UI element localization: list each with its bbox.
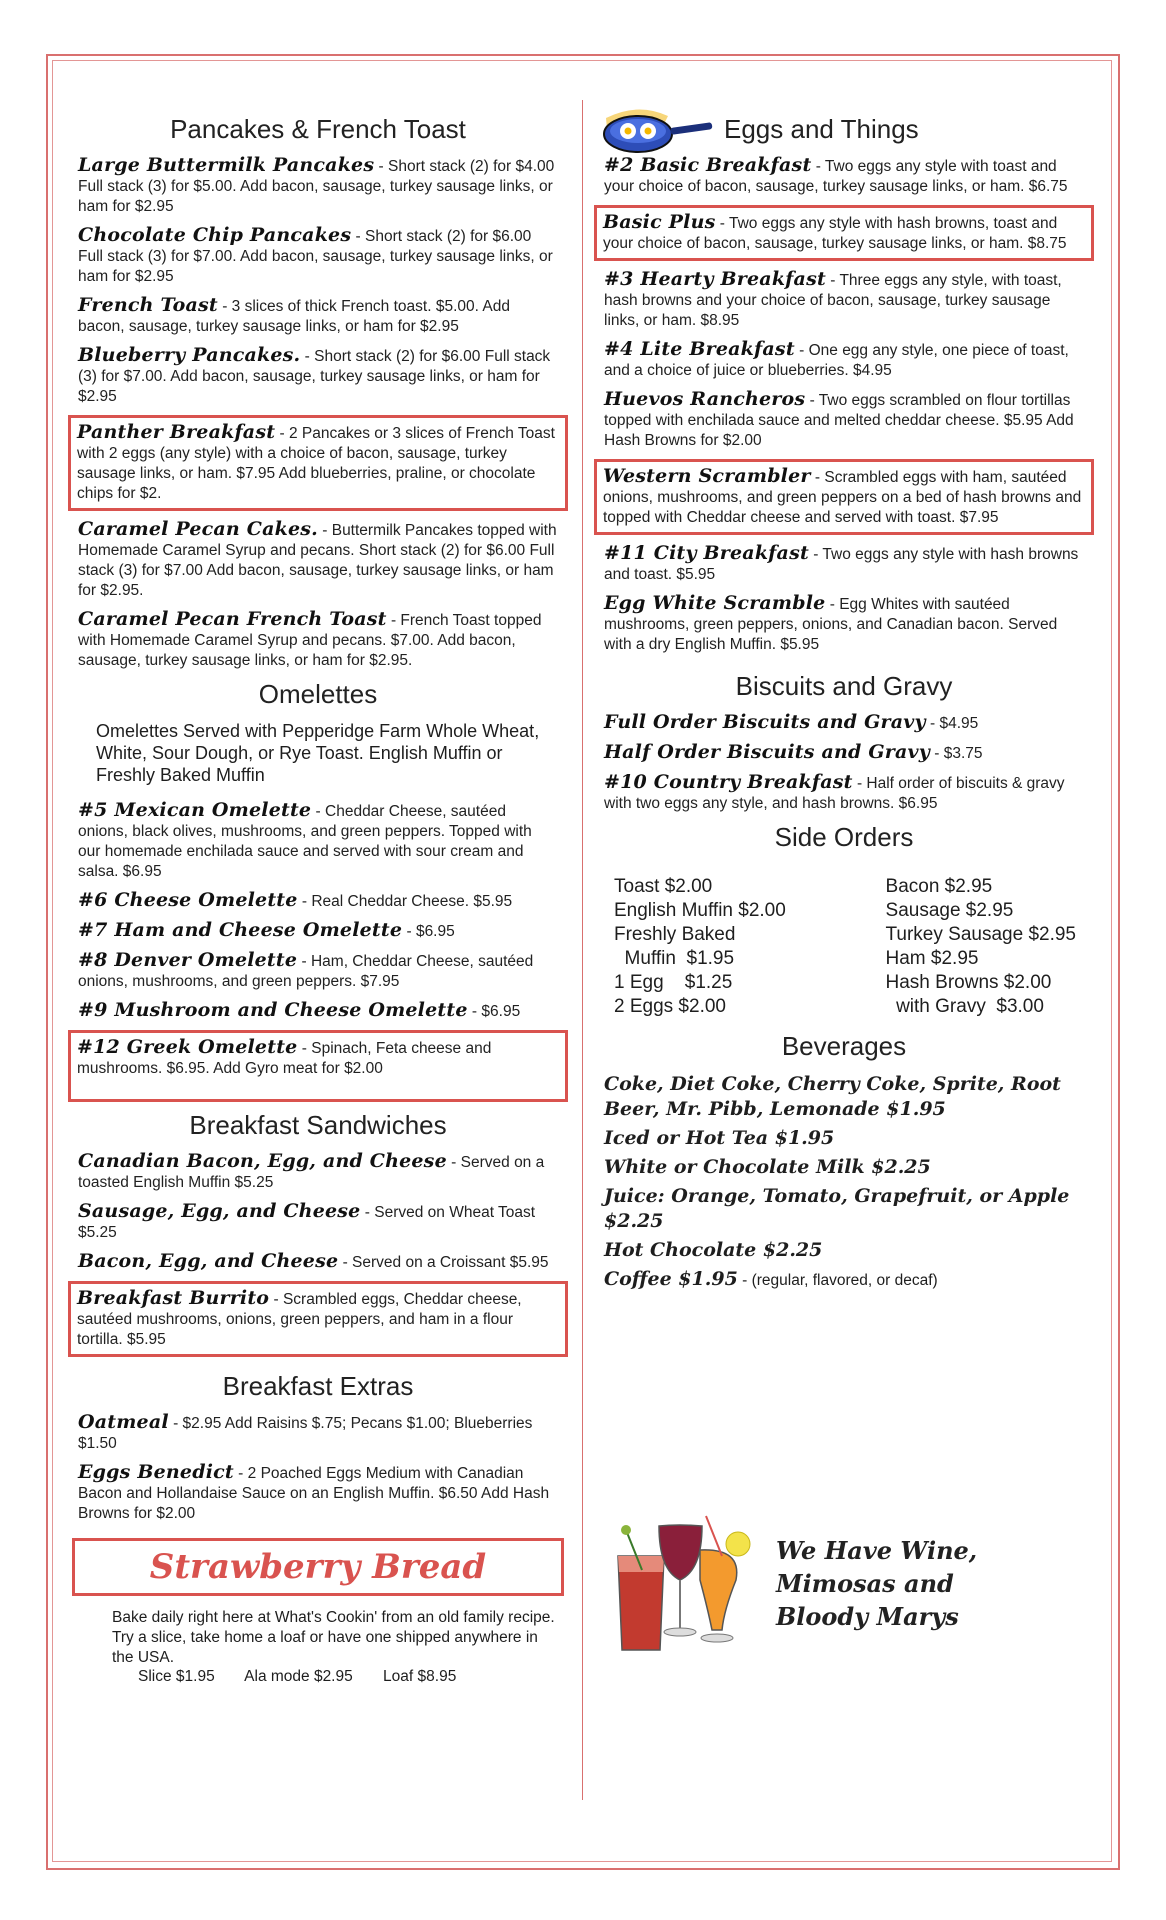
item-name: Huevos Rancheros [604,388,806,410]
menu-item [78,295,558,337]
menu-item [604,389,1084,451]
item-name: #6 Cheese Omelette [78,889,298,911]
item-name: #5 Mexican Omelette [78,799,312,821]
menu-item [604,772,1084,814]
menu-item [78,519,558,601]
wine-line: We Have Wine, [776,1536,978,1565]
omelettes-heading: Omelettes [258,679,378,709]
beverages-heading: Beverages [781,1031,907,1061]
side-item: Hash Browns $2.00 [885,972,1052,993]
item-desc: - $6.95 [467,1003,521,1020]
extras-heading: Breakfast Extras [222,1371,414,1401]
item-desc: - One egg any style, one piece of toast, and a choice of juice or blueberries. $4.95 [604,342,1069,379]
right-column [603,110,1084,1631]
item-name: Oatmeal [78,1411,169,1433]
eggs-heading: Eggs and Things [724,114,919,144]
menu-item [604,339,1084,381]
side-item: 1 Egg $1.25 [614,972,733,993]
price-loaf: Loaf $8.95 [383,1668,457,1685]
menu-item [78,225,558,287]
item-desc: - $2.95 Add Raisins $.75; Pecans $1.00; Blueberries $1.50 [78,1415,533,1452]
item-name: Panther Breakfast [77,421,276,443]
price-slice: Slice $1.95 [138,1668,215,1685]
item-desc: - Three eggs any style, with toast, hash browns and your choice of bacon, sausage, turkey sausage links, or ham. $8.95 [604,272,1062,329]
item-name: Eggs Benedict [78,1461,234,1483]
item-desc: - Real Cheddar Cheese. $5.95 [297,893,513,910]
item-desc: - Spinach, Feta cheese and mushrooms. $6.95. Add Gyro meat for $2.00 [77,1040,492,1077]
side-item: Bacon $2.95 [885,876,993,897]
side-item: Freshly Baked [614,924,736,945]
menu-item [78,1201,558,1243]
menu-item [78,890,558,912]
item-name: #9 Mushroom and Cheese Omelette [78,999,468,1021]
wine-line: Mimosas and [776,1569,954,1598]
coffee-label: Coffee $1.95 [604,1268,738,1290]
item-desc: - Two eggs scrambled on flour tortillas topped with enchilada sauce and melted cheddar cheese. $5.95 Add Hash Browns for $2.00 [604,392,1074,449]
coffee-note: - (regular, flavored, or decaf) [737,1272,938,1289]
biscuits-heading: Biscuits and Gravy [735,671,953,701]
side-item: with Gravy $3.00 [885,996,1044,1017]
item-name: #7 Ham and Cheese Omelette [78,919,403,941]
menu-item-highlighted [68,1281,568,1357]
item-desc: - Scrambled eggs, Cheddar cheese, sautéed mushrooms, onions, green peppers, and ham in a flour tortilla. $5.95 [77,1291,522,1348]
menu-item [78,920,558,942]
beverage-item: Coke, Diet Coke, Cherry Coke, Sprite, Root Beer, Mr. Pibb, Lemonade $1.95 [604,1073,1061,1120]
menu-item-highlighted [68,1030,568,1102]
item-name: Egg White Scramble [604,592,826,614]
menu-item [78,1000,558,1022]
menu-item-highlighted [594,459,1094,535]
menu-item [78,950,558,992]
item-desc: - Two eggs any style with toast and your choice of bacon, sausage, turkey sausage links, or ham. $6.75 [604,158,1068,195]
item-desc: - Short stack (2) for $6.00 Full stack (3) for $7.00. Add bacon, sausage, turkey sausage links, or ham for $2.95 [78,228,553,285]
price-ala-mode: Ala mode $2.95 [244,1668,353,1685]
item-name: Bacon, Egg, and Cheese [78,1250,339,1272]
item-desc: - Cheddar Cheese, sautéed onions, black olives, mushrooms, and green peppers. Topped with our homemade enchilada sauce and served with sour cream and salsa. $6.95 [78,803,532,880]
omelettes-note: Omelettes Served with Pepperidge Farm Whole Wheat, White, Sour Dough, or Rye Toast. English Muffin or Freshly Baked Muffin [96,721,540,785]
item-name: Sausage, Egg, and Cheese [78,1200,361,1222]
item-desc: - Egg Whites with sautéed mushrooms, green peppers, onions, and Canadian bacon. Served with a dry English Muffin. $5.95 [604,596,1058,653]
wine-promo [604,1510,1084,1650]
item-name: Western Scrambler [603,465,811,487]
menu-item [604,269,1084,331]
column-divider [582,100,583,1800]
item-name: Caramel Pecan French Toast [78,608,387,630]
side-item: Sausage $2.95 [885,900,1014,921]
item-name: French Toast [78,294,218,316]
menu-item [78,800,558,882]
item-name: Blueberry Pancakes. [78,344,301,366]
menu-item [604,543,1084,585]
item-desc: - Served on a Croissant $5.95 [338,1254,549,1271]
item-name: #11 City Breakfast [604,542,809,564]
item-desc: - Scrambled eggs with ham, sautéed onions, mushrooms, and green peppers on a bed of hash browns and topped with Cheddar cheese and served with toast. $7.95 [603,469,1082,526]
item-desc: - Served on Wheat Toast $5.25 [78,1204,536,1241]
beverage-item: Iced or Hot Tea $1.95 [604,1127,835,1149]
item-name: #12 Greek Omelette [77,1036,298,1058]
beverage-item: White or Chocolate Milk $2.25 [604,1156,931,1178]
menu-item [78,1412,558,1454]
item-name: Full Order Biscuits and Gravy [604,711,926,733]
item-name: Chocolate Chip Pancakes [78,224,352,246]
menu-item-highlighted [68,415,568,511]
beverage-item-coffee [604,1267,1084,1293]
item-desc: - Ham, Cheddar Cheese, sautéed onions, mushrooms, and green peppers. $7.95 [78,953,534,990]
sides-heading: Side Orders [774,822,914,852]
item-name: Half Order Biscuits and Gravy [604,741,930,763]
item-desc: - Short stack (2) for $6.00 Full stack (3) for $7.00. Add bacon, sausage, turkey sausage links, or ham for $2.95 [78,348,551,405]
side-orders-left [614,875,786,1019]
item-desc: - Two eggs any style with hash browns and toast. $5.95 [604,546,1079,583]
item-desc: - Short stack (2) for $4.00 Full stack (3) for $5.00. Add bacon, sausage, turkey sausage links, or ham for $2.95 [78,158,555,215]
menu-item-highlighted [594,205,1094,261]
item-name: Basic Plus [603,211,716,233]
frying-pan-icon [598,104,716,164]
left-column [78,110,558,1686]
item-desc: - Two eggs any style with hash browns, toast and your choice of bacon, sausage, turkey sausage links, or ham. $8.75 [603,215,1067,252]
side-item: Muffin $1.95 [614,948,735,969]
item-name: #3 Hearty Breakfast [604,268,826,290]
side-orders-right [886,875,1076,1019]
menu-item [78,1462,558,1524]
menu-item [604,742,1084,764]
item-name: #2 Basic Breakfast [604,154,812,176]
menu-item [78,1151,558,1193]
item-desc: - French Toast topped with Homemade Caramel Syrup and pecans. $7.00. Add bacon, sausage, turkey sausage links, or ham for $2.95. [78,612,542,669]
item-desc: - 2 Poached Eggs Medium with Canadian Bacon and Hollandaise Sauce on an English Muffin. $6.50 Add Hash Browns for $2.00 [78,1465,550,1522]
side-item: Ham $2.95 [885,948,979,969]
menu-item [604,593,1084,655]
item-name: Canadian Bacon, Egg, and Cheese [78,1150,447,1172]
menu-item [78,1251,558,1273]
item-desc: - $6.95 [402,923,455,940]
strawberry-bread-desc: Bake daily right here at What's Cookin' from an old family recipe. Try a slice, take home a loaf or have one shipped anywhere in the USA. [112,1609,555,1666]
beverage-item: Juice: Orange, Tomato, Grapefruit, or Apple $2.25 [604,1185,1070,1232]
item-desc: - Served on a toasted English Muffin $5.25 [78,1154,545,1191]
item-name: Caramel Pecan Cakes. [78,518,318,540]
item-desc: - $3.75 [929,745,983,762]
menu-item [78,155,558,217]
item-desc: - Buttermilk Pancakes topped with Homemade Caramel Syrup and pecans. Short stack (2) for $6.00 Full stack (3) for $7.00 Add bacon, sausage, turkey sausage links, or ham for $2.95. [78,522,557,599]
item-name: Large Buttermilk Pancakes [78,154,375,176]
strawberry-bread-banner: Strawberry Bread [72,1538,564,1596]
menu-item [78,345,558,407]
item-desc: - Half order of biscuits & gravy with two eggs any style, and hash browns. $6.95 [604,775,1065,812]
item-name: #4 Lite Breakfast [604,338,795,360]
sandwiches-heading: Breakfast Sandwiches [189,1110,447,1140]
side-item: English Muffin $2.00 [614,900,786,921]
strawberry-bread-prices [78,1668,558,1686]
side-item: Turkey Sausage $2.95 [885,924,1076,945]
item-name: #8 Denver Omelette [78,949,298,971]
item-desc: - 2 Pancakes or 3 slices of French Toast with 2 eggs (any style) with a choice of bacon, sausage, turkey sausage links, or ham. $7.95 Add blueberries, praline, or chocolate chips for $2. [77,425,555,502]
item-name: #10 Country Breakfast [604,771,853,793]
side-item: 2 Eggs $2.00 [614,996,726,1017]
side-item: Toast $2.00 [614,876,713,897]
pancakes-heading: Pancakes & French Toast [170,114,466,144]
item-desc: - $4.95 [925,715,979,732]
cocktail-glasses-icon [604,1510,774,1660]
beverage-item: Hot Chocolate $2.25 [604,1239,823,1261]
item-name: Breakfast Burrito [77,1287,270,1309]
menu-item [604,712,1084,734]
item-desc: - 3 slices of thick French toast. $5.00. Add bacon, sausage, turkey sausage links, or ham for $2.95 [78,298,510,335]
side-orders-list [604,875,1084,1019]
menu-item [78,609,558,671]
wine-line: Bloody Marys [776,1602,959,1631]
wine-promo-text [776,1534,1076,1633]
